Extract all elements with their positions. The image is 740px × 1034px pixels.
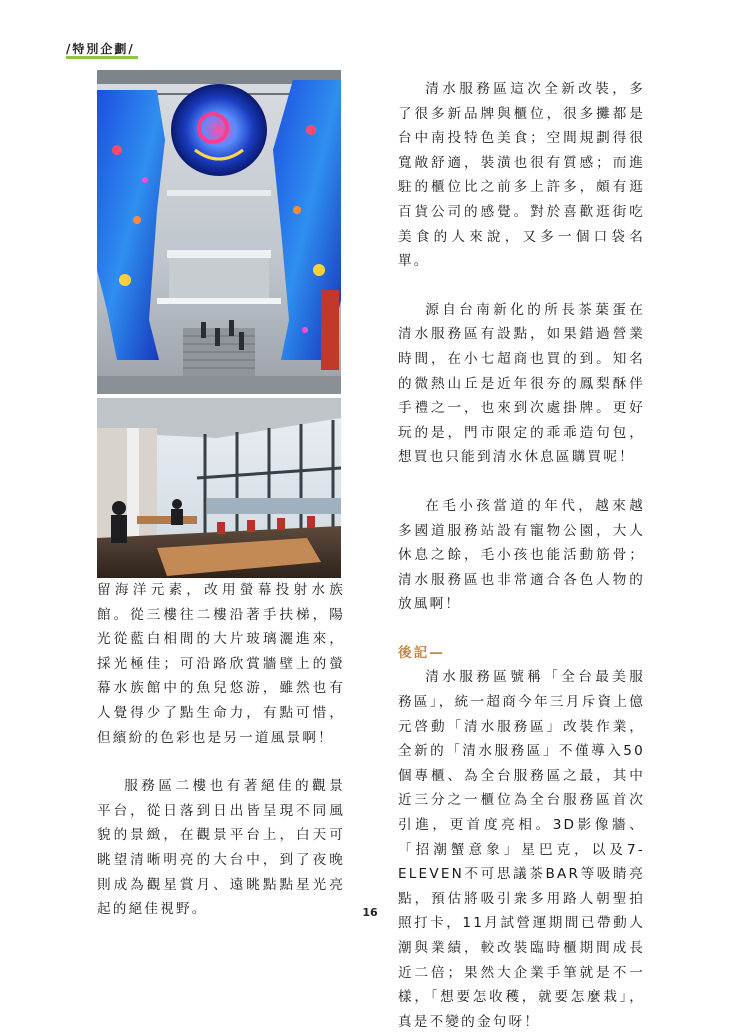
left-paragraph-1: 留海洋元素，改用螢幕投射水族館。從三樓往二樓沿著手扶梯，陽光從藍白相間的大片玻璃灑進來，採光極佳；可沿路欣賞牆壁上的螢幕水族館中的魚兒悠游，雖然也有人覺得少了點生命力，有點可惜，但繽紛的色彩也是另一道風景啊！ xyxy=(97,582,345,746)
right-paragraph-2: 源自台南新化的所長茶葉蛋在清水服務區有設點，如果錯過營業時間，在小七超商也買的到。知名的微熱山丘是近年很夯的鳳梨酥伴手禮之一，也來到次處掛牌。更好玩的是，門市限定的乖乖造句包，想買也只能到清水休息區購買呢！ xyxy=(398,301,645,466)
section-tag-underline xyxy=(66,56,138,59)
section-tag: /特別企劃/ xyxy=(66,42,135,56)
right-paragraph-4: 清水服務區號稱「全台最美服務區」，統一超商今年三月斥資上億元啓動「清水服務區」改裝作業，全新的「清水服務區」不僅導入50個專櫃、為全台服務區之最，其中近三分之一櫃位為全台服務區首次引進，更首度亮相。3D影像牆、「招潮蟹意象」星巴克，以及7-ELEVEN不可思議茶BAR等吸睛亮點，預估將吸引衆多用路人朝聖拍照打卡，11月試營運期間已帶動人潮與業績，較改裝臨時櫃期間成長近二倍；果然大企業手筆就是不一樣，「想要怎收穫，就要怎麼栽」，真是不變的金句呀！ xyxy=(398,669,645,1030)
left-paragraph-2: 服務區二樓也有著絕佳的觀景平台，從日落到日出皆呈現不同風貌的景緻，在觀景平台上，白天可眺望清晰明亮的大台中，到了夜晚則成為觀星賞月、遠眺點點星光亮起的絕佳視野。 xyxy=(97,778,345,918)
page-number: 16 xyxy=(362,906,378,919)
aquarium-led-screen-photo xyxy=(97,70,341,394)
viewing-platform-photo xyxy=(97,398,341,578)
afterword-heading: 後記— xyxy=(398,644,445,661)
left-column xyxy=(97,578,345,922)
right-paragraph-3: 在毛小孩當道的年代，越來越多國道服務站設有寵物公園，大人休息之餘，毛小孩也能活動筋骨；清水服務區也非常適合各色人物的放風啊！ xyxy=(398,497,645,613)
right-column xyxy=(398,77,645,1034)
right-paragraph-1: 清水服務區這次全新改裝，多了很多新品牌與櫃位，很多攤都是台中南投特色美食；空間規劃得很寬敞舒適，裝潢也很有質感；而進駐的櫃位比之前多上許多，頗有逛百貨公司的感覺。對於喜歡逛街吃美食的人來說，又多一個口袋名單。 xyxy=(398,81,645,270)
